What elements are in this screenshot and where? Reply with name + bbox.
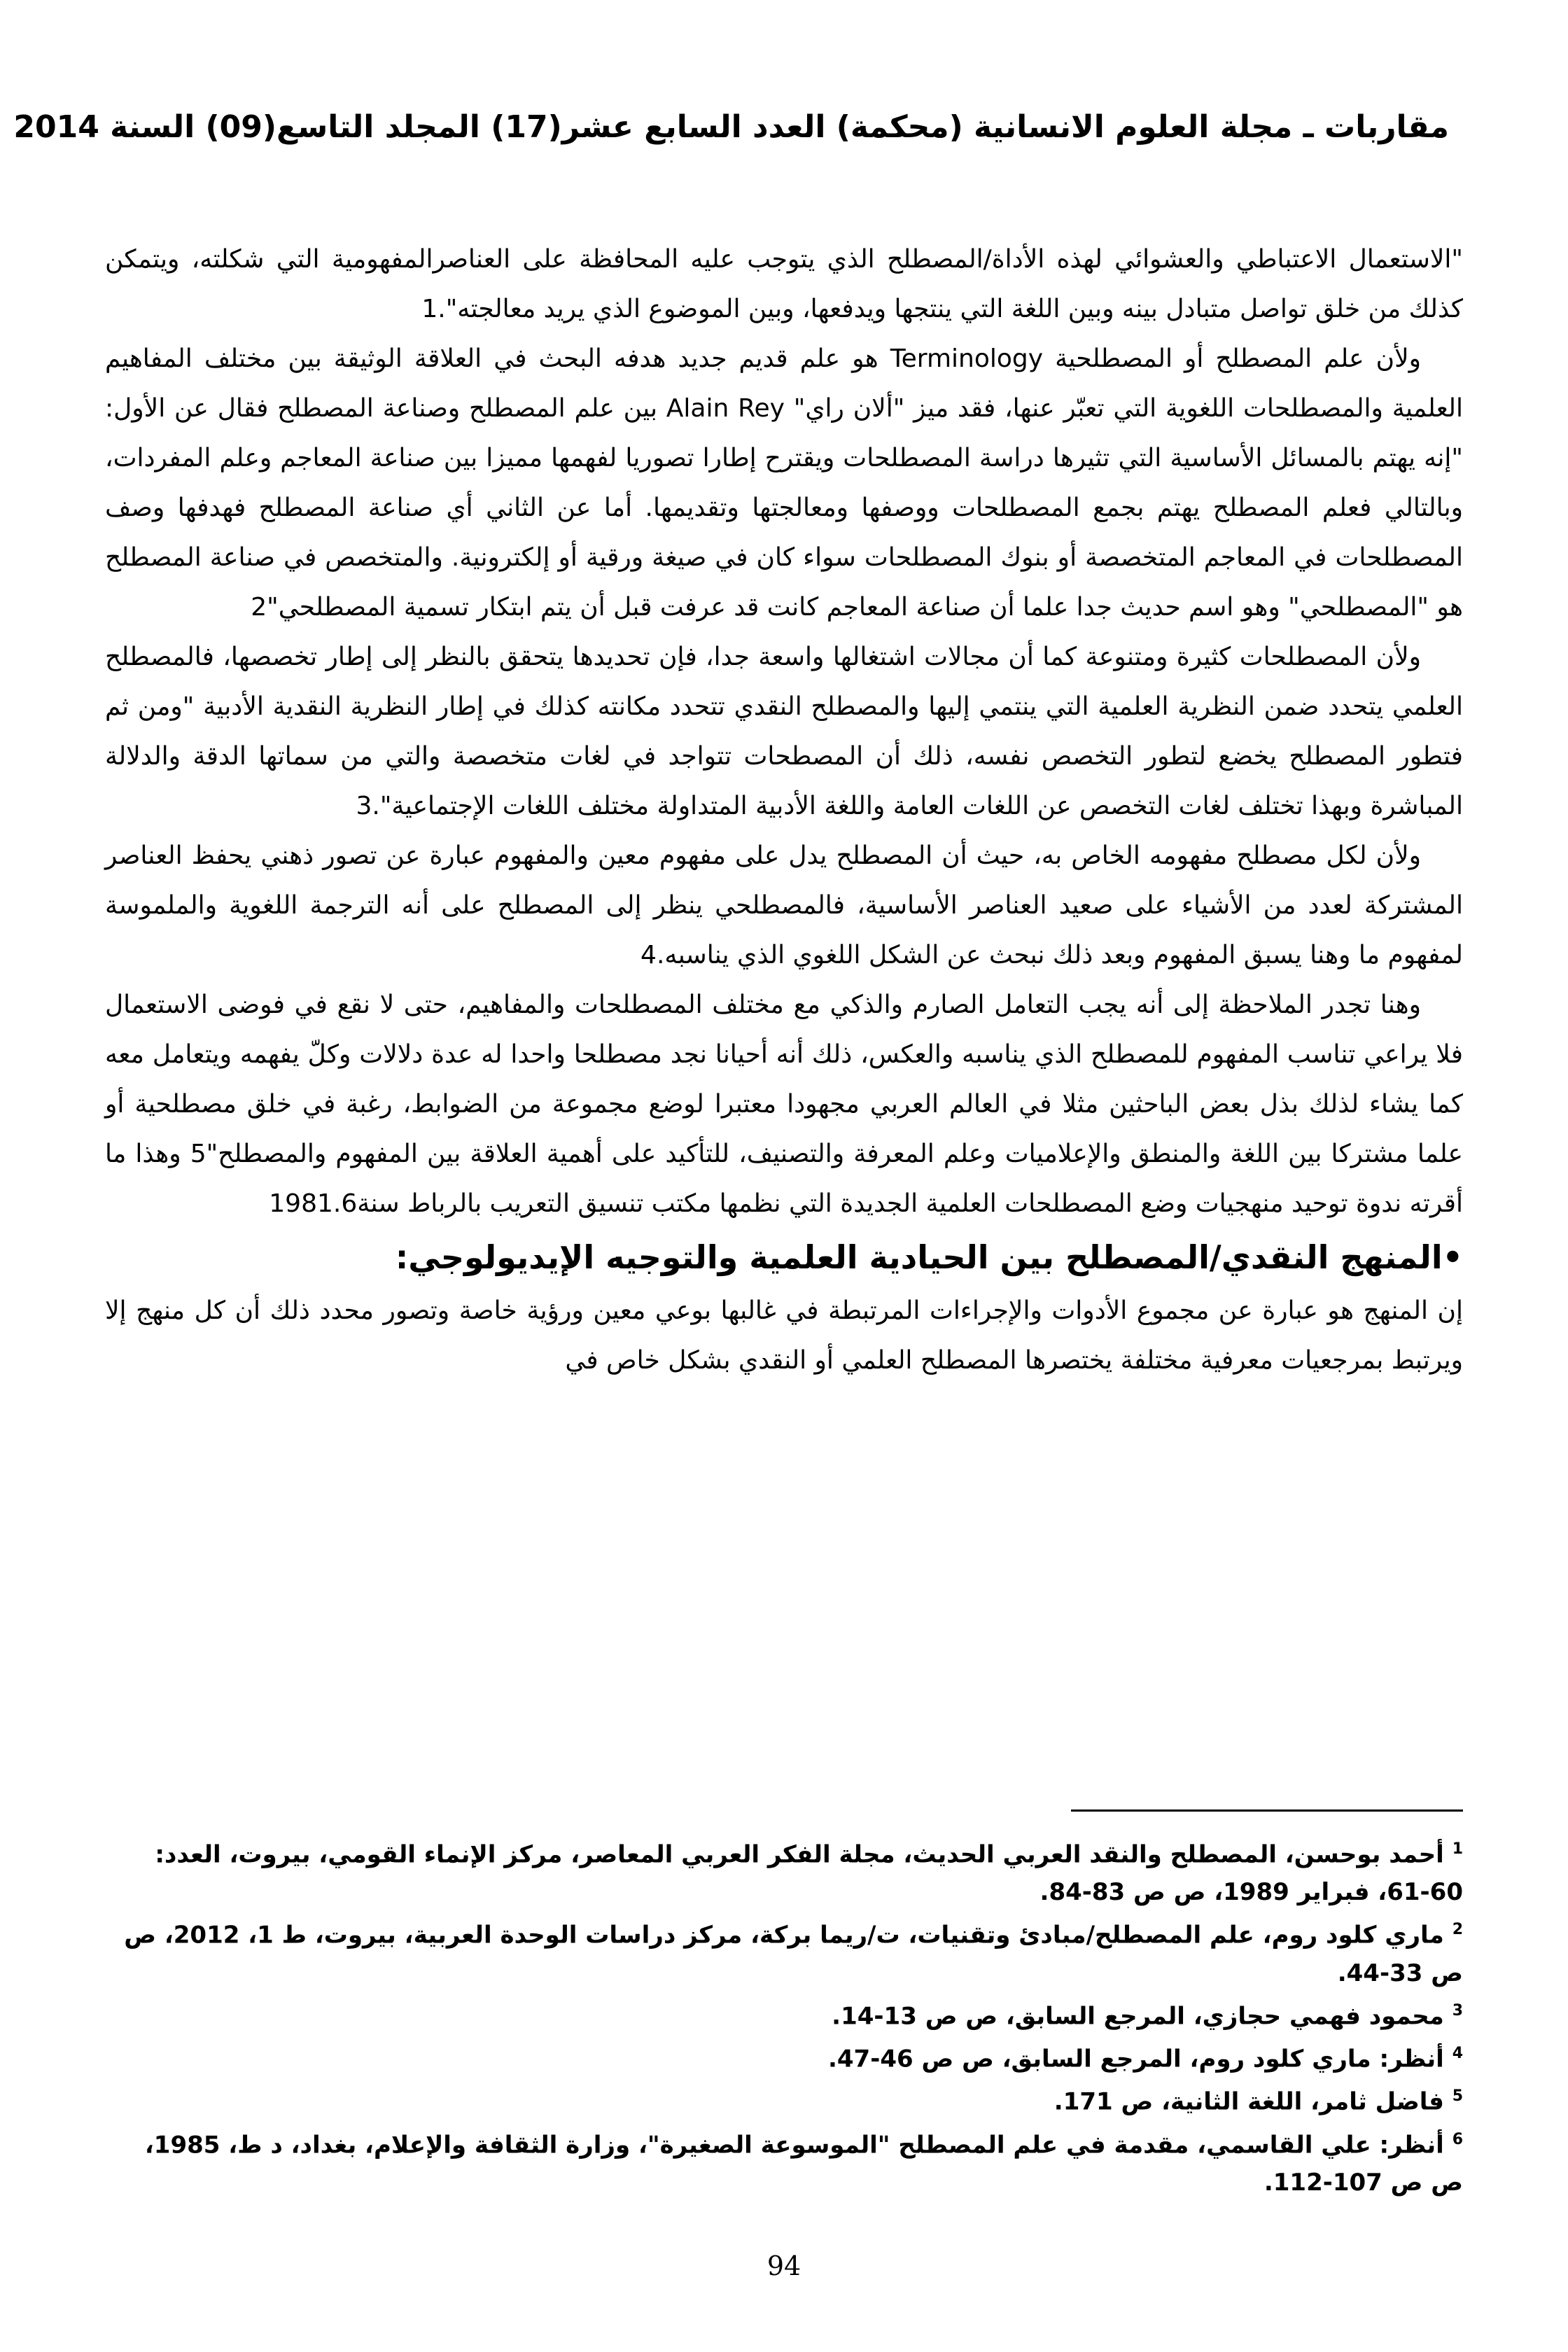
main-text xyxy=(105,234,1463,1385)
page-number: 94 xyxy=(766,2250,802,2281)
footnote: $^4$ أنظر: ماري كلود روم، المرجع السابق، ص ص 46-47. xyxy=(827,2044,1463,2073)
bullet-icon: • xyxy=(1442,1238,1463,1276)
footnote: $^6$ أنظر: علي القاسمي، مقدمة في علم المصطلح "الموسوعة الصغيرة"، وزارة الثقافة والإعلام، بغداد، د ط، 1985، ص ص 107-112. xyxy=(144,2130,1463,2197)
paragraph-terminology: ولأن علم المصطلح أو المصطلحية Terminology هو علم قديم جديد هدفه البحث في العلاقة الوثيقة بين مختلف المفاهيم العلمية والمصطلحات اللغوية التي تعبّر عنها، فقد ميز "ألان راي" Alain Rey بين علم المصطلح وصناعة المصطلح فقال عن الأول: "إنه يهتم بالمسائل الأساسية التي تثيرها دراسة المصطلحات ويقترح إطارا تصوريا لفهمها مميزا بين صناعة المعاجم وعلم المفردات، وبالتالي فعلم المصطلح يهتم بجمع المصطلحات ووصفها ومعالجتها وتقديمها. أما عن الثاني أي صناعة المصطلح فهدفها وصف المصطلحات في المعاجم المتخصصة أو بنوك المصطلحات سواء كان في صيغة ورقية أو إلكترونية. والمتخصص في صناعة المصطلح هو "المصطلحي" وهو اسم حديث جدا علما أن صناعة المعاجم كانت قد عرفت قبل أن يتم ابتكار تسمية المصطلحي"2 xyxy=(105,344,1463,622)
running-header: مقاربات ـ مجلة العلوم الانسانية (محكمة) العدد السابع عشر(17) المجلد التاسع(09) السنة 2014 xyxy=(13,109,1449,145)
paragraph-concept: ولأن لكل مصطلح مفهومه الخاص به، حيث أن المصطلح يدل على مفهوم معين والمفهوم عبارة عن تصور ذهني يحفظ العناصر المشتركة لعدد من الأشياء على صعيد العناصر الأساسية، فالمصطلحي ينظر إلى المصطلح على أنه الترجمة اللغوية والملموسة لمفهوم ما وهنا يسبق المفهوم وبعد ذلك نبحث عن الشكل اللغوي الذي يناسبه.4 xyxy=(105,841,1463,969)
paragraph-quote-continuation: "الاستعمال الاعتباطي والعشوائي لهذه الأداة/المصطلح الذي يتوجب عليه المحافظة على العناصرالمفهومية التي شكلته، ويتمكن كذلك من خلق تواصل متبادل بينه وبين اللغة التي ينتجها ويدفعها، وبين الموضوع الذي يريد معالجته".1 xyxy=(105,245,1463,323)
footnote-separator xyxy=(1071,1809,1463,1812)
paragraph-usage: وهنا تجدر الملاحظة إلى أنه يجب التعامل الصارم والذكي مع مختلف المصطلحات والمفاهيم، حتى لا نقع في فوضى الاستعمال فلا يراعي تناسب المفهوم للمصطلح الذي يناسبه والعكس، ذلك أنه أحيانا نجد مصطلحا واحدا له عدة دلالات وكلّ يفهمه ويتعامل معه كما يشاء لذلك بذل بعض الباحثين مثلا في العالم العربي مجهودا معتبرا لوضع مجموعة من الضوابط، رغبة في خلق مصطلحية أو علما مشتركا بين اللغة والمنطق والإعلاميات وعلم المعرفة والتصنيف، للتأكيد على أهمية العلاقة بين المفهوم والمصطلح"5 وهذا ما أقرته ندوة توحيد منهجيات وضع المصطلحات العلمية الجديدة التي نظمها مكتب تنسيق التعريب بالرباط سنة1981.6 xyxy=(105,990,1463,1218)
footnote: $^1$ أحمد بوحسن، المصطلح والنقد العربي الحديث، مجلة الفكر العربي المعاصر، مركز الإنماء القومي، بيروت، العدد: 60-61، فبراير 1989، ص ص 83-84. xyxy=(155,1840,1463,1907)
footnote: $^2$ ماري كلود روم، علم المصطلح/مبادئ وتقنيات، ت/ريما بركة، مركز دراسات الوحدة العربية، بيروت، ط 1، 2012، ص ص 33-44. xyxy=(124,1921,1463,1987)
section-heading: •المنهج النقدي/المصطلح بين الحيادية العلمية والتوجيه الإيديولوجي: xyxy=(395,1238,1463,1276)
paragraph-method: إن المنهج هو عبارة عن مجموع الأدوات والإجراءات المرتبطة في غالبها بوعي معين ورؤية خاصة وتصور محدد ذلك أن كل منهج إلا ويرتبط بمرجعيات معرفية مختلفة يختصرها المصطلح العلمي أو النقدي بشكل خاص في xyxy=(105,1296,1463,1375)
footnote: $^5$ فاضل ثامر، اللغة الثانية، ص 171. xyxy=(1054,2087,1463,2116)
paragraph-specialization: ولأن المصطلحات كثيرة ومتنوعة كما أن مجالات اشتغالها واسعة جدا، فإن تحديدها يتحقق بالنظر إلى إطار تخصصها، فالمصطلح العلمي يتحدد ضمن النظرية العلمية التي ينتمي إليها والمصطلح النقدي تتحدد مكانته كذلك في إطار النظرية النقدية الأدبية "ومن ثم فتطور المصطلح يخضع لتطور التخصص نفسه، ذلك أن المصطحات تتواجد في لغات متخصصة والتي من سماتها الدقة والدلالة المباشرة وبهذا تختلف لغات التخصص عن اللغات العامة واللغة الأدبية المتداولة مختلف اللغات الإجتماعية".3 xyxy=(105,643,1463,820)
footnote: $^3$ محمود فهمي حجازي، المرجع السابق، ص ص 13-14. xyxy=(832,2001,1463,2030)
footnotes xyxy=(105,1830,1463,2202)
